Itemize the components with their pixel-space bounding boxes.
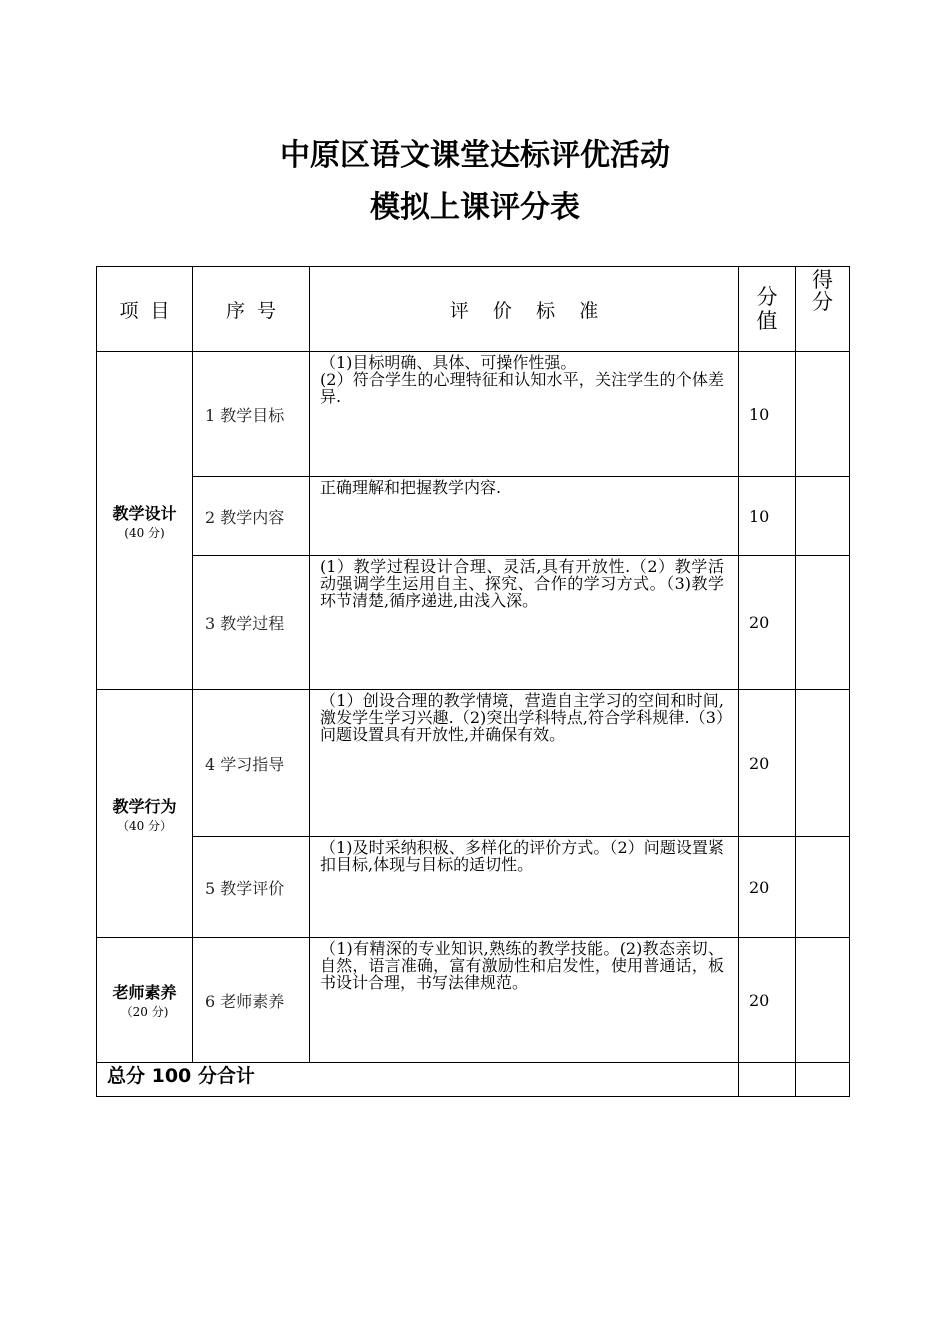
category-points: (40 分)	[124, 525, 165, 540]
item-criteria: （1)有精深的专业知识,熟练的教学技能。(2)教态亲切、自然，语言准确，富有激励性和启发性，使用普通话，板书设计合理，书写法律规范。	[310, 938, 739, 1063]
item-value: 20	[739, 556, 796, 690]
header-value-text: 分值	[756, 285, 778, 333]
table-row	[97, 690, 850, 837]
item-criteria: （1）创设合理的教学情境，营造自主学习的空间和时间,激发学生学习兴趣.（2)突出学科特点,符合学科规律.（3）问题设置具有开放性,并确保有效。	[310, 690, 739, 837]
item-score	[796, 938, 850, 1063]
total-value	[739, 1063, 796, 1097]
table-header-row	[97, 267, 850, 352]
item-value: 10	[739, 352, 796, 477]
header-criteria: 评 价 标 准	[310, 267, 739, 352]
total-label: 总分 100 分合计	[97, 1063, 739, 1097]
item-seq: 5 教学评价	[193, 837, 310, 938]
table-row	[97, 477, 850, 556]
total-row	[97, 1063, 850, 1097]
item-seq: 6 老师素养	[193, 938, 310, 1063]
item-value: 10	[739, 477, 796, 556]
category-points: （20 分)	[120, 1005, 169, 1019]
item-score	[796, 690, 850, 837]
header-value	[739, 267, 796, 352]
category-cell	[97, 690, 193, 938]
item-seq: 2 教学内容	[193, 477, 310, 556]
header-score	[796, 267, 850, 352]
page-title: 中原区语文课堂达标评优活动	[280, 138, 670, 173]
item-value: 20	[739, 690, 796, 837]
item-criteria: （1)目标明确、具体、可操作性强。 (2）符合学生的心理特征和认知水平，关注学生的个体差异.	[310, 352, 739, 477]
item-value: 20	[739, 837, 796, 938]
item-criteria: （1)及时采纳积极、多样化的评价方式。（2）问题设置紧扣目标,体现与目标的适切性。	[310, 837, 739, 938]
table-row	[97, 352, 850, 477]
category-cell	[97, 352, 193, 690]
item-seq: 4 学习指导	[193, 690, 310, 837]
page-subtitle: 模拟上课评分表	[370, 190, 580, 225]
item-score	[796, 477, 850, 556]
category-name: 教学行为	[112, 796, 177, 816]
table-row	[97, 938, 850, 1063]
header-project: 项 目	[97, 267, 193, 352]
item-seq: 1 教学目标	[193, 352, 310, 477]
item-criteria: (1）教学过程设计合理、灵活,具有开放性.（2）教学活动强调学生运用自主、探究、合作的学习方式。（3)教学环节清楚,循序递进,由浅入深。	[310, 556, 739, 690]
header-seq: 序 号	[193, 267, 310, 352]
item-score	[796, 837, 850, 938]
category-points: （40 分）	[116, 818, 173, 833]
header-score-text: 得分	[812, 268, 833, 314]
table-row	[97, 556, 850, 690]
score-table	[96, 266, 850, 1097]
item-criteria: 正确理解和把握教学内容.	[310, 477, 739, 556]
item-score	[796, 352, 850, 477]
item-value: 20	[739, 938, 796, 1063]
table-row	[97, 837, 850, 938]
category-name: 教学设计	[112, 503, 177, 523]
category-name: 老师素养	[112, 983, 177, 1002]
item-seq: 3 教学过程	[193, 556, 310, 690]
total-score	[796, 1063, 850, 1097]
category-cell	[97, 938, 193, 1063]
item-score	[796, 556, 850, 690]
